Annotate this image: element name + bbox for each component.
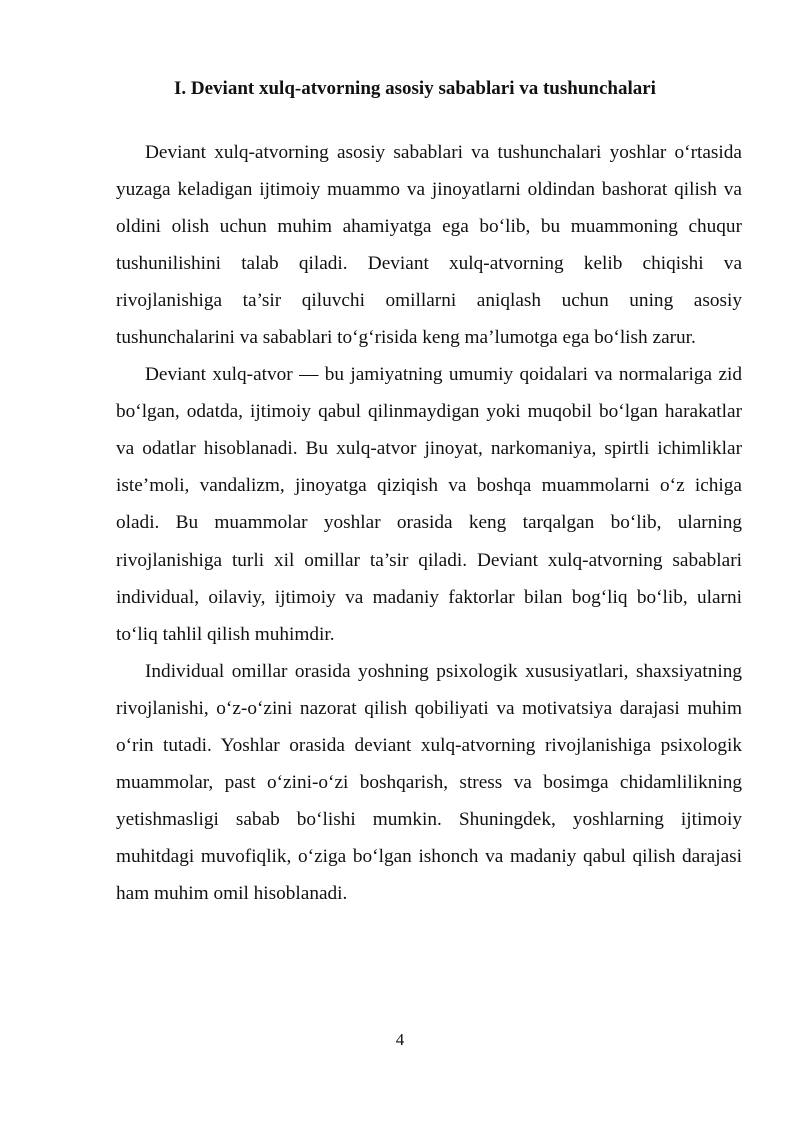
paragraph-3: Individual omillar orasida yoshning psixologik xususiyatlari, shaxsiyatning rivojlanishi, o‘z-o‘zini nazorat qilish qobiliyati va motivatsiya darajasi muhim o‘rin tutadi. Yoshlar orasida deviant xulq-atvorning rivojlanishiga psixologik muammolar, past o‘zini-o‘zi boshqarish, stress va bosimga chidamlilikning yetishmasligi sabab bo‘lishi mumkin. Shuningdek, yoshlarning ijtimoiy muhitdagi muvofiqlik, o‘ziga bo‘lgan ishonch va madaniy qabul qilish darajasi ham muhim omil hisoblanadi. xyxy=(116,660,742,904)
paragraph-2: Deviant xulq-atvor — bu jamiyatning umumiy qoidalari va normalariga zid bo‘lgan, odatda, ijtimoiy qabul qilinmaydigan yoki muqobil bo‘lgan harakatlar va odatlar hisoblanadi. Bu xulq-atvor jinoyat, narkomaniya, spirtli ichimliklar iste’moli, vandalizm, jinoyatga qiziqish va boshqa muammolarni o‘z ichiga oladi. Bu muammolar yoshlar orasida keng tarqalgan bo‘lib, ularning rivojlanishiga turli xil omillar ta’sir qiladi. Deviant xulq-atvorning sabablari individual, oilaviy, ijtimoiy va madaniy faktorlar bilan bog‘liq bo‘lib, ularni to‘liq tahlil qilish muhimdir. xyxy=(116,364,742,645)
body-text xyxy=(116,134,742,912)
section-heading: I. Deviant xulq-atvorning asosiy sabablari va tushunchalari xyxy=(174,78,656,99)
paragraph-1: Deviant xulq-atvorning asosiy sabablari va tushunchalari yoshlar o‘rtasida yuzaga keladigan ijtimoiy muammo va jinoyatlarni oldindan bashorat qilish va oldini olish uchun muhim ahamiyatga ega bo‘lib, bu muammoning chuqur tushunilishini talab qiladi. Deviant xulq-atvorning kelib chiqishi va rivojlanishiga ta’sir qiluvchi omillarni aniqlash uchun uning asosiy tushunchalarini va sabablari to‘g‘risida keng ma’lumotga ega bo‘lish zarur. xyxy=(116,142,742,349)
page-number: 4 xyxy=(395,1030,405,1049)
